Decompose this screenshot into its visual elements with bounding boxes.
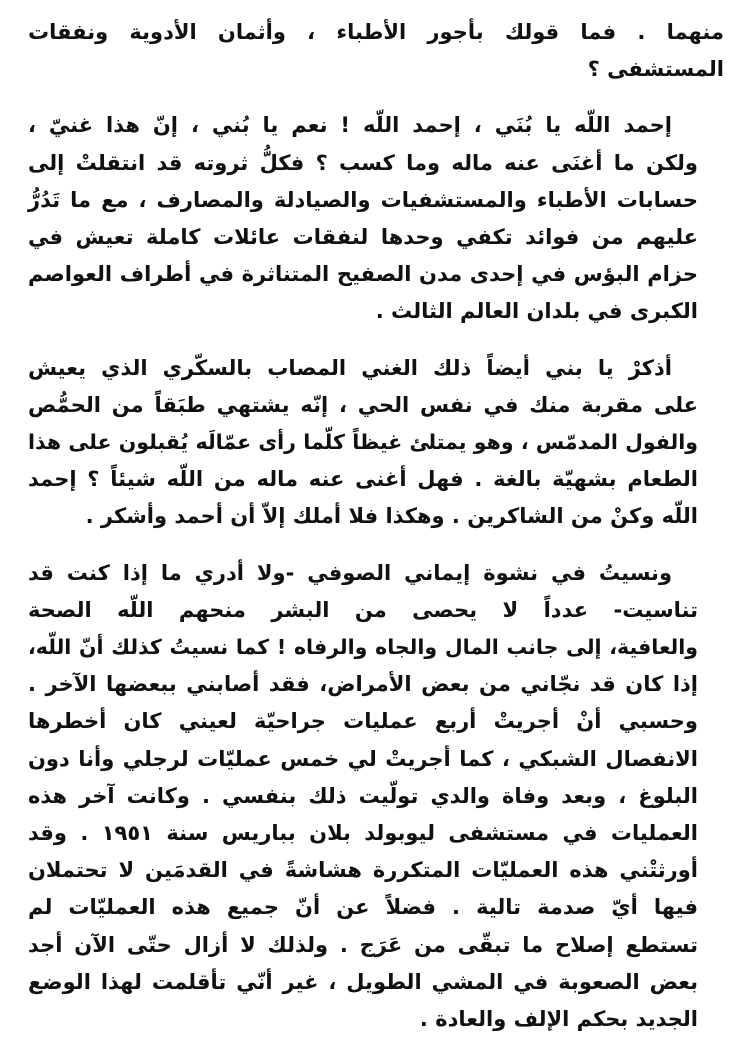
text-line: أورثتْني هذه العمليّات المتكررة هشاشةً في القدمَين لا تحتملان xyxy=(28,858,698,883)
text-line: الكبرى في بلدان العالم الثالث . xyxy=(375,299,698,324)
text-line: ولكن ما أغنَى عنه ماله وما كسب ؟ فكلُّ ثروته قد انتقلتْ إلى xyxy=(28,150,698,175)
text-line: حسابات الأطباء والمستشفيات والصيادلة والمصارف ، مع ما تَدُرُّ xyxy=(28,187,698,212)
text-line: الطعام بشهيّة بالغة . فهل أغنى عنه ماله من اللّه شيئاً ؟ إحمد xyxy=(28,467,698,492)
text-line: البلوغ ، وبعد وفاة والدي تولّيت ذلك بنفسي . وكانت آخر هذه xyxy=(28,783,698,808)
text-line: الجديد بحكم الإلف والعادة . xyxy=(419,1007,698,1032)
paragraph-3 xyxy=(28,350,724,536)
text-line: والفول المدمّس ، وهو يمتلئ غيظاً كلّما رأى عمّالَه يُقبلون على هذا xyxy=(28,430,698,455)
paragraph-4 xyxy=(28,555,724,1039)
document-page xyxy=(28,14,724,1057)
text-line: بعض الصعوبة في المشي الطويل ، غير أنّي تأقلمت لهذا الوضع xyxy=(28,969,698,994)
text-line: حزام البؤس في إحدى مدن الصفيح المتناثرة في أطراف العواصم xyxy=(28,262,698,287)
text-line: على مقربة منك في نفس الحي ، إنّه يشتهي طبَقاً من الحمُّص xyxy=(28,392,698,417)
text-line: إحمد اللّه يا بُنَي ، إحمد اللّه ! نعم يا بُني ، إنّ هذا غنيّ ، xyxy=(28,113,672,138)
text-line: أذكرْ يا بني أيضاً ذلك الغني المصاب بالسكّري الذي يعيش xyxy=(28,355,672,380)
text-line: وحسبي أنْ أجريتْ أربع عمليات جراحيّة لعيني كان أخطرها xyxy=(28,709,698,734)
text-line: اللّه وكنْ من الشاكرين . وهكذا فلا أملك إلاّ أن أحمد وأشكر . xyxy=(85,504,698,529)
text-line: الانفصال الشبكي ، كما أجريتْ لي خمس عمليّات لرجلي وأنا دون xyxy=(28,746,698,771)
text-line: إذا كان قد نجّاني من بعض الأمراض، فقد أصابني ببعضها الآخر . xyxy=(28,672,698,697)
text-line: تستطع إصلاح ما تبقّى من عَرَج . ولذلك لا أزال حتّى الآن أجد xyxy=(28,932,698,957)
text-line: عليهم من فوائد تكفي وحدها لنفقات عائلات كاملة تعيش في xyxy=(28,225,698,250)
text-line: ونسيتُ في نشوة إيماني الصوفي -ولا أدري ما إذا كنت قد xyxy=(28,560,672,585)
text-line: المستشفى ؟ xyxy=(587,57,724,82)
paragraph-2 xyxy=(28,107,724,330)
text-line: تناسيت- عدداً لا يحصى من البشر منحهم اللّه الصحة xyxy=(28,597,698,622)
text-line: العمليات في مستشفى ليوبولد بلان بباريس سنة ١٩٥١ . وقد xyxy=(28,821,698,846)
text-line: منهما . فما قولك بأجور الأطباء ، وأثمان الأدوية ونفقات xyxy=(28,20,724,44)
text-line: فيها أيّ صدمة تالية . فضلاً عن أنّ جميع هذه العمليّات لم xyxy=(28,895,698,920)
text-line: والعافية، إلى جانب المال والجاه والرفاه ! كما نسيتُ كذلك أنّ اللّه، xyxy=(28,635,698,660)
paragraph-1 xyxy=(28,14,724,88)
